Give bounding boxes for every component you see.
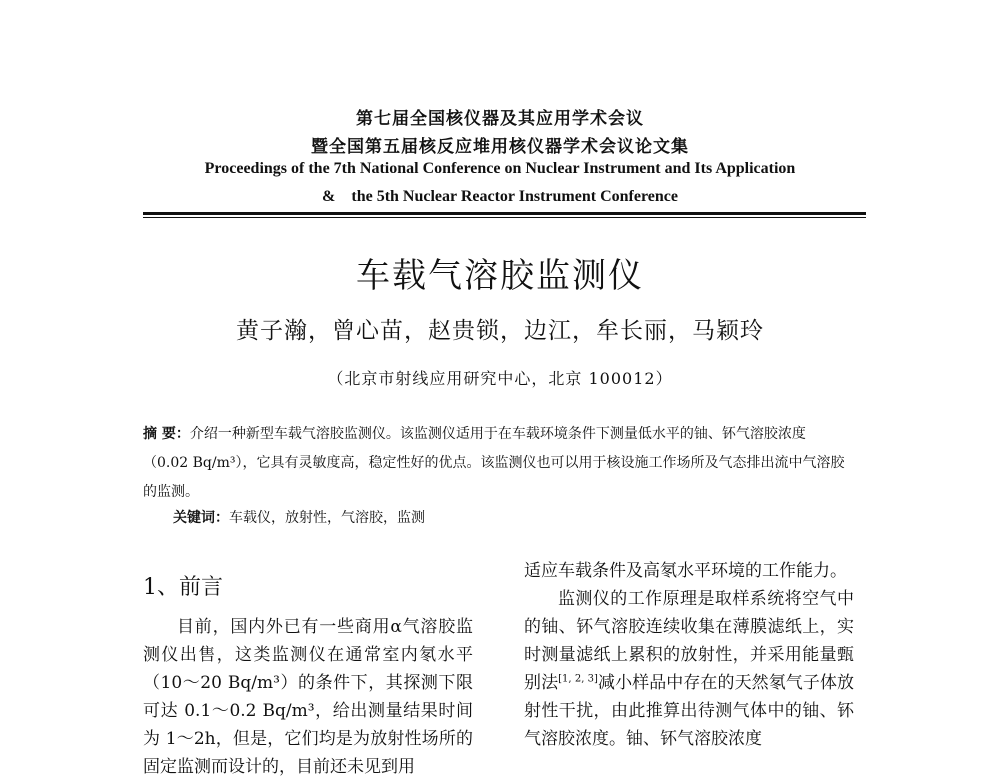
conference-title-cn-2: 暨全国第五届核反应堆用核仪器学术会议论文集 bbox=[311, 137, 689, 157]
header-rule-thick bbox=[143, 212, 866, 215]
body-right-paragraph-1: 适应车载条件及高氡水平环境的工作能力。 bbox=[524, 561, 847, 581]
paper-affiliation: （北京市射线应用研究中心，北京 100012） bbox=[327, 369, 673, 388]
header-rule-thin bbox=[143, 217, 866, 218]
body-right-paragraph-2 bbox=[524, 585, 854, 753]
body-left-paragraph: 目前，国内外已有一些商用α气溶胶监测仪出售，这类监测仪在通常室内氡水平（10～20 Bq/m³）的条件下，其探测下限可达 0.1～0.2 Bq/m³，给出测量结果时间为 1～2h，但是，它们均是为放射性场所的固定监测而设计的，目前还未见到用 bbox=[143, 617, 473, 777]
conference-title-en-2: & the 5th Nuclear Reactor Instrument Conference bbox=[322, 188, 678, 205]
abstract bbox=[143, 420, 851, 507]
abstract-text: 介绍一种新型车载气溶胶监测仪。该监测仪适用于在车载环境条件下测量低水平的铀、钚气溶胶浓度（0.02 Bq/m³），它具有灵敏度高，稳定性好的优点。该监测仪也可以用于核设施工作场所及气态排出流中气溶胶的监测。 bbox=[143, 426, 845, 500]
section-heading: 1、前言 bbox=[143, 575, 223, 600]
conference-title-cn-1: 第七届全国核仪器及其应用学术会议 bbox=[356, 109, 644, 129]
citation-ref: [1, 2, 3] bbox=[558, 673, 598, 685]
keywords-label: 关键词： bbox=[173, 510, 229, 526]
body-right-paragraph-2-a: 监测仪的工作原理是取样系统将空气中的铀、钚气溶胶连续收集在薄膜滤纸上，实时测量滤纸上累积的放射性，并采用能量甄别法 bbox=[524, 589, 854, 693]
keywords bbox=[173, 507, 425, 527]
abstract-label: 摘 要： bbox=[143, 426, 190, 442]
body-right-paragraph-2-b: 减小样品中存在的天然氡气子体放射性干扰，由此推算出待测气体中的铀、钚气溶胶浓度。铀、钚气溶胶浓度 bbox=[524, 673, 855, 749]
keywords-text: 车载仪，放射性，气溶胶，监测 bbox=[229, 510, 425, 526]
conference-title-en-1: Proceedings of the 7th National Conference on Nuclear Instrument and Its Application bbox=[204, 160, 796, 177]
paper-authors: 黄子瀚，曾心苗，赵贵锁，边江，牟长丽，马颖玲 bbox=[236, 318, 764, 344]
body-right-column bbox=[524, 557, 854, 753]
paper-title: 车载气溶胶监测仪 bbox=[356, 256, 644, 296]
